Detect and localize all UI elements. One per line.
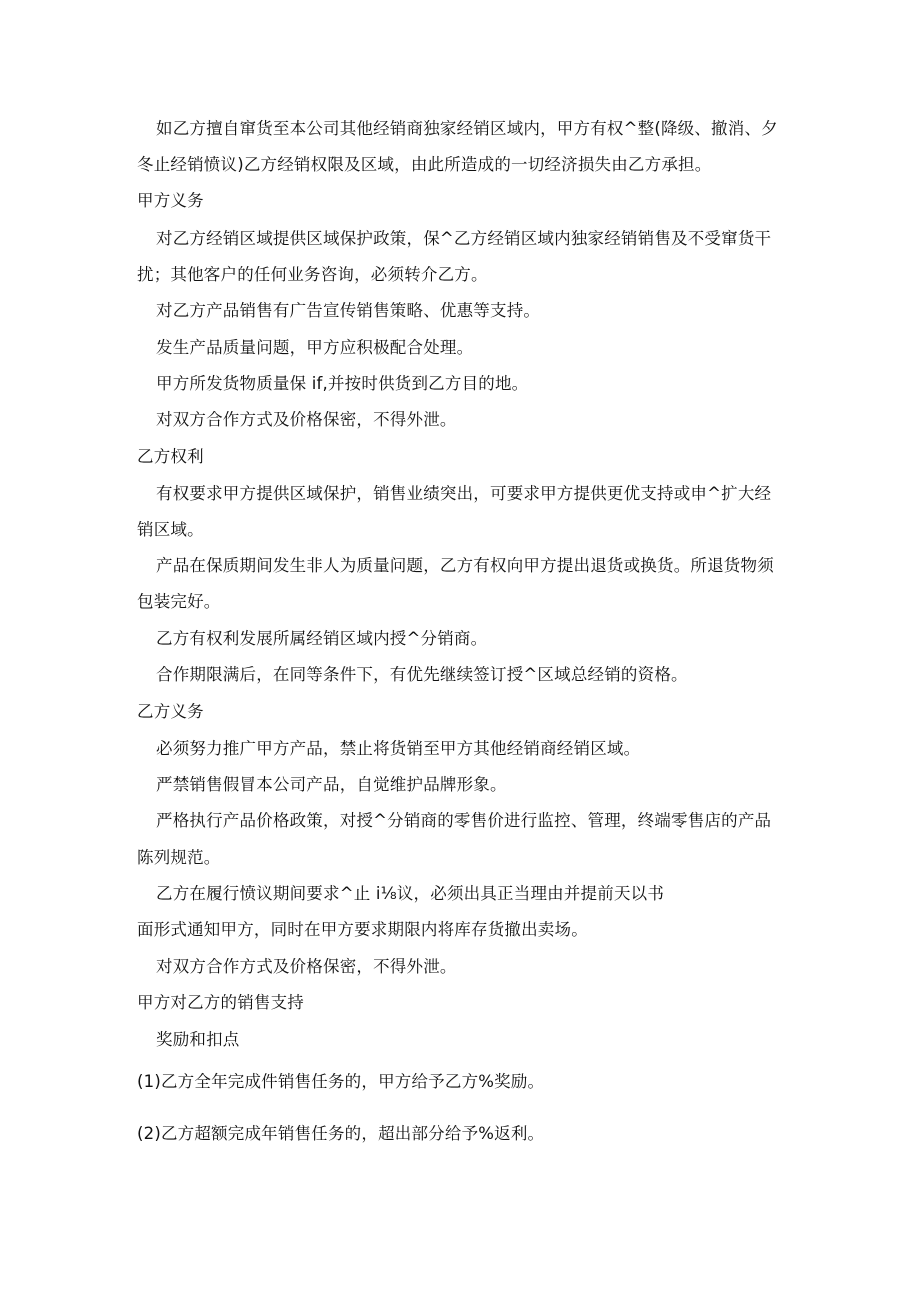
paragraph-line: 有权要求甲方提供区域保护，销售业绩突出，可要求甲方提供更优支持或申^扩大经 [156,484,772,503]
paragraph-line: 如乙方擅自窜货至本公司其他经销商独家经销区域内，甲方有权^整(降级、撤消、夕 [156,119,778,138]
paragraph-line: 发生产品质量问题，甲方应积极配合处理。 [156,338,474,357]
section-heading: 乙方权利 [137,447,204,466]
paragraph-line: 甲方所发货物质量保 if,并按时供货到乙方目的地。 [156,374,529,393]
paragraph-line: 对双方合作方式及价格保密，不得外泄。 [156,957,457,976]
paragraph-line: 陈列规范。 [137,848,221,867]
section-heading: 乙方义务 [137,702,204,721]
paragraph-line: 严禁销售假冒本公司产品，自觉维护品牌形象。 [156,775,507,794]
paragraph-line: 产品在保质期间发生非人为质量问题，乙方有权向甲方提出退货或换货。所退货物须 [156,556,774,575]
subsection-heading: 奖励和扣点 [156,1030,240,1049]
paragraph-line: 对双方合作方式及价格保密，不得外泄。 [156,410,457,429]
paragraph-line: 扰；其他客户的任何业务咨询，必须转介乙方。 [137,265,488,284]
paragraph-line: 严格执行产品价格政策，对授^分销商的零售价进行监控、管理，终端零售店的产品 [156,811,772,830]
list-item: (1)乙方全年完成件销售任务的，甲方给予乙方%奖励。 [137,1072,545,1091]
paragraph-line: 包装完好。 [137,592,221,611]
paragraph-line: 面形式通知甲方，同时在甲方要求期限内将库存货撤出卖场。 [137,920,588,939]
paragraph-line: 合作期限满后，在同等条件下，有优先继续签订授^区域总经销的资格。 [156,665,688,684]
section-heading: 甲方义务 [137,191,204,210]
section-heading: 甲方对乙方的销售支持 [137,993,304,1012]
paragraph-line: 销区域。 [137,520,204,539]
paragraph-line: 对乙方经销区域提供区域保护政策，保^乙方经销区域内独家经销销售及不受窜货干 [156,229,772,248]
paragraph-line: 对乙方产品销售有广告宣传销售策略、优惠等支持。 [156,301,541,320]
paragraph-line: 乙方有权利发展所属经销区域内授^分销商。 [156,629,488,648]
list-item: (2)乙方超额完成年销售任务的，超出部分给予%返利。 [137,1124,545,1143]
paragraph-line: 必须努力推广甲方产品，禁止将货销至甲方其他经销商经销区域。 [156,739,641,758]
paragraph-line: 冬止经销愤议)乙方经销权限及区域，由此所造成的一切经济损失由乙方承担。 [137,155,712,174]
paragraph-line: 乙方在履行愤议期间要求^止 i⅛议，必须出具正当理由并提前天以书 [156,884,665,903]
